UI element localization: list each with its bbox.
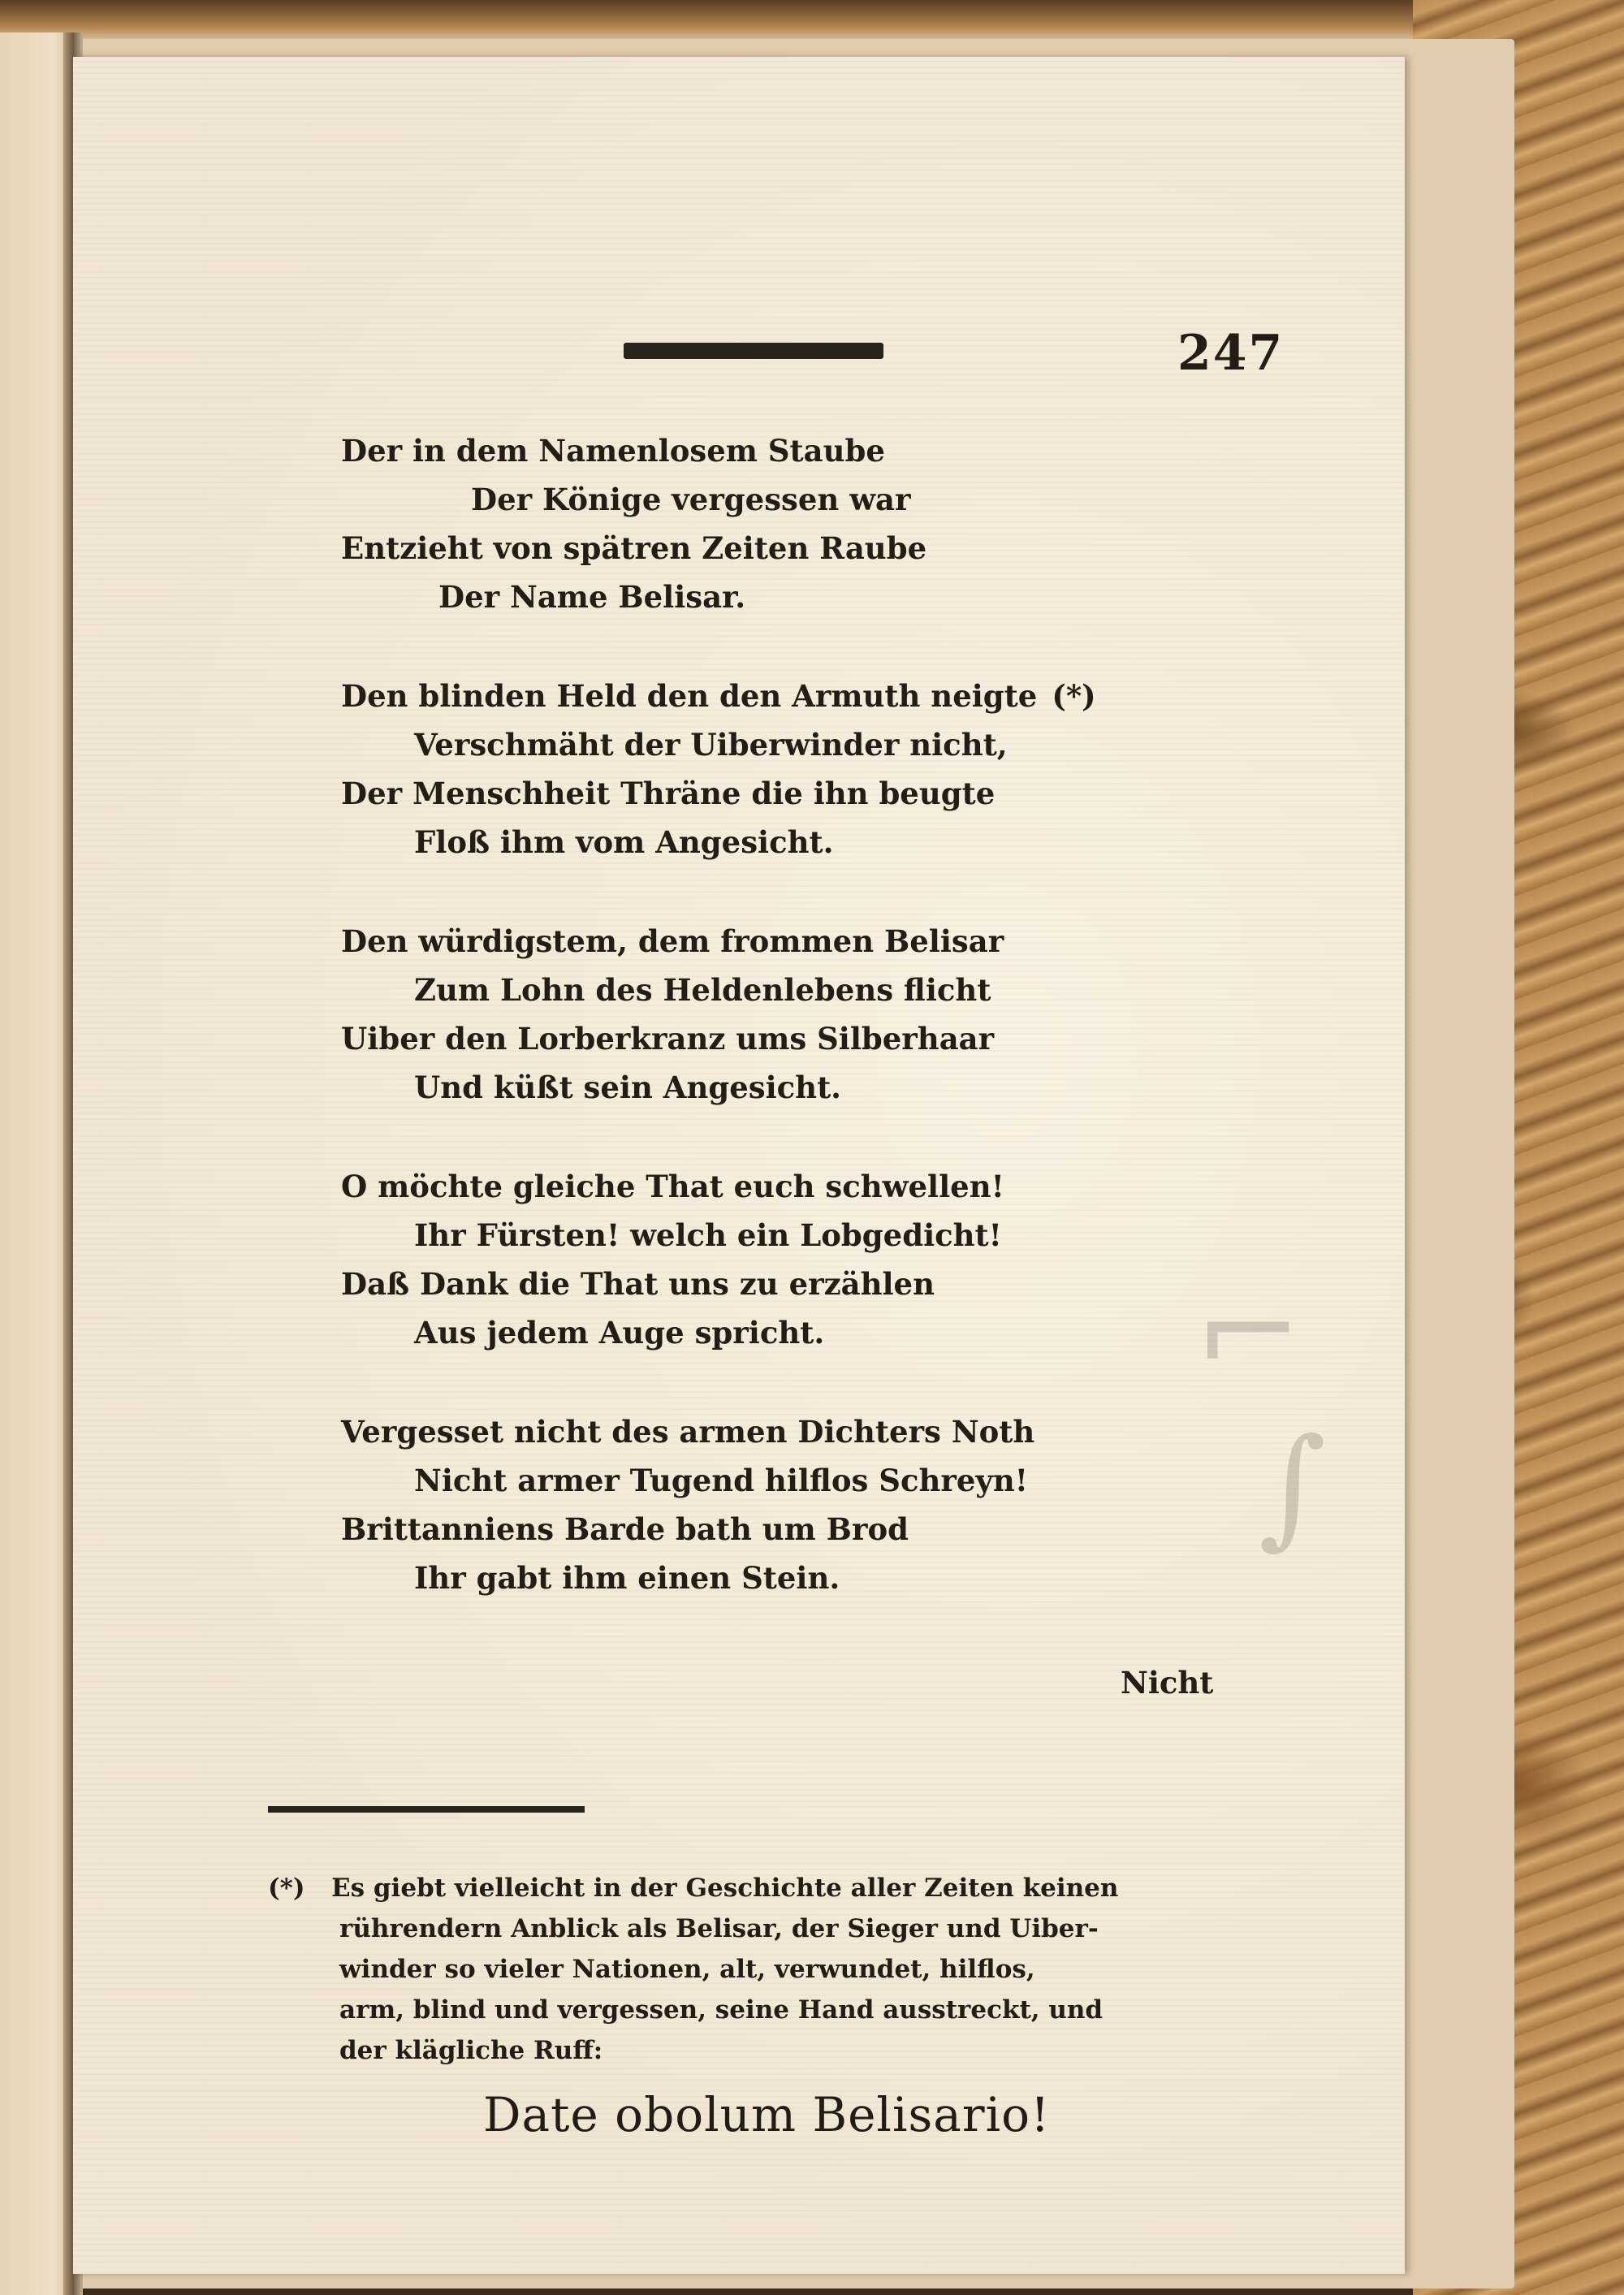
verse-line: Der in dem Namenlosem Staube [341, 433, 885, 469]
verse-line: O möchte gleiche That euch schwellen! [341, 1169, 1004, 1204]
header-rule [624, 343, 883, 359]
verse-line: Der Menschheit Thräne die ihn beugte [341, 776, 996, 811]
footnote-line: rührendern Anblick als Belisar, der Sieger und Uiber- [339, 1914, 1099, 1943]
latin-quote: Date obolum Belisario! [483, 2087, 1051, 2142]
verse-line: Den würdigstem, dem frommen Belisar [341, 923, 1004, 959]
footnote-mark: (*) [268, 1874, 305, 1903]
verse-line: Aus jedem Auge spricht. [414, 1315, 825, 1351]
book-top-edge [0, 0, 1592, 45]
pencil-mark: ⌐ [1194, 1256, 1303, 1407]
verse-line: Vergesset nicht des armen Dichters Noth [341, 1414, 1035, 1450]
verse-line: Ihr Fürsten! welch ein Lobgedicht! [414, 1217, 1002, 1253]
pencil-mark: ∫ [1259, 1410, 1327, 1562]
verse-line: Ihr gabt ihm einen Stein. [414, 1560, 840, 1596]
footnote [268, 1868, 1242, 2071]
book-page [73, 57, 1405, 2274]
verse-line: Verschmäht der Uiberwinder nicht, [414, 727, 1008, 763]
stanza [341, 1407, 1096, 1602]
verse-line: Der Name Belisar. [438, 579, 746, 615]
footnote-line: winder so vieler Nationen, alt, verwundet, hilflos, [339, 1955, 1035, 1984]
verse-line: Floß ihm vom Angesicht. [414, 824, 834, 860]
stanza [341, 1162, 1096, 1357]
verse-line [341, 672, 1096, 720]
footnote-line [268, 1868, 1242, 1908]
verse-line: Daß Dank die That uns zu erzählen [341, 1266, 935, 1302]
catchword: Nicht [1121, 1665, 1214, 1701]
verse-line: Entzieht von spätren Zeiten Raube [341, 530, 927, 566]
footnote-marker: (*) [1052, 678, 1096, 714]
verse-line: Und küßt sein Angesicht. [414, 1070, 842, 1105]
verse-line: Brittanniens Barde bath um Brod [341, 1511, 909, 1547]
footnote-line: arm, blind und vergessen, seine Hand ausstreckt, und [339, 1995, 1104, 2025]
verse-line: Nicht armer Tugend hilflos Schreyn! [414, 1463, 1029, 1498]
stanza [341, 917, 1096, 1112]
stanza [341, 672, 1096, 867]
verse-text: Den blinden Held den den Armuth neigte [341, 678, 1038, 714]
stanza [341, 426, 1096, 621]
footnote-rule [268, 1806, 585, 1813]
poem [341, 426, 1096, 1653]
verse-line: Der Könige vergessen war [471, 482, 911, 517]
page-number: 247 [1177, 325, 1285, 382]
verse-line: Uiber den Lorberkranz ums Silberhaar [341, 1021, 995, 1057]
footnote-text: Es giebt vielleicht in der Geschichte aller Zeiten keinen [331, 1874, 1119, 1903]
verse-line: Zum Lohn des Heldenlebens flicht [414, 972, 991, 1008]
footnote-line: der klägliche Ruff: [339, 2036, 603, 2065]
